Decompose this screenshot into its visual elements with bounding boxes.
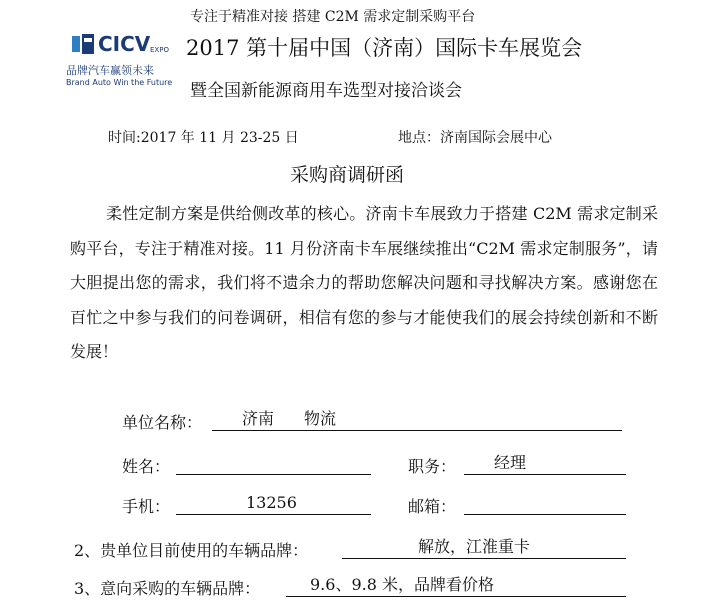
company-value: 济南 — [242, 409, 275, 428]
logo-name: CICV — [98, 32, 151, 56]
logo-expo: EXPO — [150, 46, 169, 54]
top-slogan: 专注于精准对接 搭建 C2M 需求定制采购平台 — [190, 9, 476, 25]
email-field[interactable] — [464, 492, 626, 515]
event-place: 地点：济南国际会展中心 — [398, 130, 552, 146]
name-label: 姓名： — [122, 457, 171, 476]
company-label: 单位名称： — [122, 413, 203, 432]
position-value: 经理 — [494, 453, 527, 472]
name-field[interactable] — [176, 452, 371, 475]
question-2-field[interactable] — [342, 536, 626, 559]
company-value-suffix: 物流 — [304, 409, 337, 428]
question-3-label: 3、意向采购的车辆品牌： — [74, 579, 261, 598]
logo-tagline-en: Brand Auto Win the Future — [66, 78, 173, 87]
phone-label: 手机： — [122, 497, 171, 516]
logo-tagline-cn: 品牌汽车赢领未来 — [66, 64, 154, 77]
letter-body: 柔性定制方案是供给侧改革的核心。济南卡车展致力于搭建 C2M 需求定制采购平台，专注于精准对接。11 月份济南卡车展继续推出“C2M 需求定制服务”，请大胆提出您的需求，我们将不遗余力的帮助您解决问题和寻找解决方案。感谢您在百忙之中参与我们的问卷调研，相信有您的参与才能使我们的展会持续创新和不断发展！ — [70, 204, 658, 361]
question-2-label: 2、贵单位目前使用的车辆品牌： — [74, 541, 309, 560]
letter-title: 采购商调研函 — [290, 164, 405, 186]
phone-field[interactable] — [176, 492, 371, 515]
position-field[interactable] — [464, 452, 626, 475]
question-3-field[interactable] — [286, 574, 626, 597]
email-label: 邮箱： — [408, 497, 457, 516]
page-title: 2017 第十届中国（济南）国际卡车展览会 — [186, 36, 583, 60]
company-field[interactable] — [212, 408, 622, 431]
event-time: 时间:2017 年 11 月 23-25 日 — [108, 130, 299, 146]
phone-value: 13256 — [246, 493, 297, 512]
question-3-value: 9.6、9.8 米，品牌看价格 — [310, 575, 494, 594]
cicv-logo — [66, 30, 173, 92]
position-label: 职务： — [408, 457, 457, 476]
question-2-value: 解放，江淮重卡 — [418, 537, 531, 556]
page-subtitle: 暨全国新能源商用车选型对接洽谈会 — [190, 81, 462, 101]
truck-emblem-icon — [70, 32, 96, 56]
